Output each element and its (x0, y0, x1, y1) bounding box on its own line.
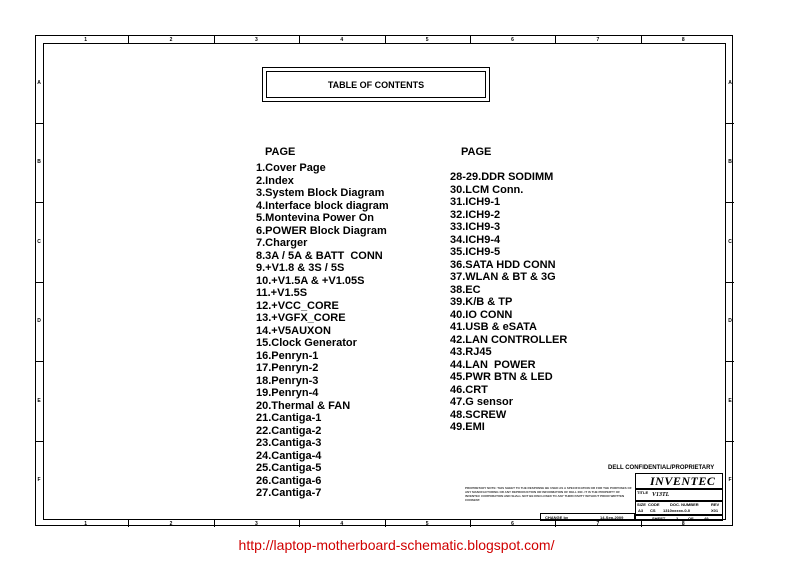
contents-item: 7.Charger (256, 237, 308, 249)
frame-tick (35, 123, 43, 124)
contents-item: 44.LAN POWER (450, 358, 536, 371)
contents-item: 12.+VCC_CORE (256, 299, 339, 312)
row-label: F (37, 477, 41, 484)
contents-item: 36.SATA HDD CONN (450, 258, 556, 271)
column-label: 5 (425, 37, 429, 43)
row-label: E (37, 397, 41, 404)
contents-item: 35.ICH9-5 (450, 246, 501, 258)
frame-tick (35, 441, 43, 442)
rev-value: X01 (711, 508, 719, 513)
contents-item: 46.CRT (450, 383, 488, 396)
contents-item: 45.PWR BTN & LED (450, 371, 553, 383)
frame-tick (214, 519, 215, 527)
frame-tick (214, 35, 215, 43)
contents-item: 34.ICH9-4 (450, 233, 501, 246)
contents-item: 25.Cantiga-5 (256, 462, 322, 474)
code-label: CODE (648, 502, 660, 507)
row-label: F (728, 477, 732, 484)
contents-item: 9.+V1.8 & 3S / 5S (256, 262, 345, 274)
contents-item: 4.Interface block diagram (256, 199, 389, 212)
contents-item: 48.SCREW (450, 408, 507, 421)
contents-item: 49.EMI (450, 421, 485, 433)
sheet-label: SHEET (652, 516, 666, 521)
rev-label: REV (711, 502, 720, 507)
contents-item: 30.LCM Conn. (450, 183, 524, 196)
contents-item: 15.Clock Generator (256, 337, 357, 349)
row-label: A (728, 79, 732, 86)
row-label: B (37, 159, 41, 166)
contents-item: 41.USB & eSATA (450, 321, 538, 333)
frame-tick (35, 202, 43, 203)
contents-item: 2.Index (256, 174, 294, 187)
contents-item: 47.G sensor (450, 396, 513, 408)
column-label: 1 (84, 37, 88, 43)
contents-item: 5.Montevina Power On (256, 212, 374, 224)
contents-item: 37.WLAN & BT & 3G (450, 271, 556, 283)
contents-item: 1.Cover Page (256, 162, 326, 174)
contents-item: 17.Penryn-2 (256, 362, 319, 374)
column-label: 2 (169, 521, 173, 527)
column-label: 8 (681, 37, 685, 43)
row-label: C (728, 238, 732, 245)
frame-tick (470, 519, 471, 527)
contents-item: 19.Penryn-4 (256, 387, 319, 399)
row-label: C (37, 238, 41, 245)
title-label: TITLE (637, 490, 649, 495)
frame-tick (385, 519, 386, 527)
doc-number-label: DOC. NUMBER (670, 502, 699, 507)
contents-item: 38.EC (450, 283, 481, 296)
frame-tick (128, 35, 129, 43)
contents-item: 27.Cantiga-7 (256, 487, 322, 499)
title-value: V13TL (652, 492, 670, 498)
of-label: OF (688, 516, 694, 521)
frame-tick (128, 519, 129, 527)
column-label: 3 (255, 521, 258, 527)
row-label: E (728, 397, 732, 404)
contents-item: 13.+VGFX_CORE (256, 312, 346, 324)
right-page-heading: PAGE (461, 146, 492, 158)
contents-item: 31.ICH9-1 (450, 196, 501, 208)
frame-tick (726, 441, 734, 442)
company-name: INVENTEC (650, 474, 716, 488)
change-label: CHANGE by (545, 515, 569, 520)
contents-item: 21.Cantiga-1 (256, 412, 322, 424)
doc-number-value: 1310xxxxx-0-0 (663, 508, 691, 513)
title-box (635, 489, 723, 501)
contents-item: 33.ICH9-3 (450, 221, 501, 233)
contents-item: 23.Cantiga-3 (256, 437, 322, 449)
column-label: 7 (596, 37, 600, 43)
row-label: D (37, 318, 41, 325)
blog-link[interactable]: http://laptop-motherboard-schematic.blogspot.com/ (238, 537, 555, 553)
contents-item: 26.Cantiga-6 (256, 474, 322, 487)
frame-tick (299, 519, 300, 527)
frame-tick (385, 35, 386, 43)
sheet-value: 2 (676, 516, 679, 521)
contents-item: 3.System Block Diagram (256, 187, 385, 199)
contents-item: 18.Penryn-3 (256, 374, 319, 387)
column-label: 8 (681, 521, 685, 527)
contents-item: 8.3A / 5A & BATT CONN (256, 249, 383, 262)
row-label: D (728, 318, 732, 325)
contents-item: 39.K/B & TP (450, 296, 513, 308)
size-label: SIZE (637, 502, 646, 507)
frame-tick (555, 35, 556, 43)
contents-item: 16.Penryn-1 (256, 349, 319, 362)
sheet-box (635, 515, 723, 521)
column-label: 7 (596, 521, 600, 527)
frame-tick (641, 35, 642, 43)
right-contents-list (450, 171, 567, 434)
proprietary-note: PROPRIETARY NOTE: THIS SHEET TO THE RESPONSE BE USED AS A SPECIFICATION OR FOR THE PURPOSES OF ANY MANUFACTURING OR ANY REPRODUCTION OR INFORMATION OF DELL INC. IT IS THE PROPERTY OF INVENTEC CORPORATION AND SHALL NOT BE DISCLOSED TO ANY THIRD PARTY WITHOUT PRIOR WRITTEN CONSENT. (465, 486, 632, 502)
contents-item: 22.Cantiga-2 (256, 424, 322, 437)
contents-item: 11.+V1.5S (256, 287, 308, 299)
left-page-heading: PAGE (265, 146, 296, 158)
contents-item: 28-29.DDR SODIMM (450, 171, 554, 183)
contents-item: 6.POWER Block Diagram (256, 224, 387, 237)
contents-item: 43.RJ45 (450, 346, 492, 358)
column-label: 1 (84, 521, 88, 527)
confidential-label: DELL CONFIDENTIAL/PROPRIETARY (608, 465, 715, 471)
column-label: 6 (511, 521, 514, 527)
frame-tick (726, 282, 734, 283)
contents-item: 40.IO CONN (450, 308, 513, 321)
frame-tick (35, 282, 43, 283)
frame-tick (299, 35, 300, 43)
column-label: 4 (340, 521, 344, 527)
row-label: A (37, 79, 41, 86)
contents-item: 24.Cantiga-4 (256, 449, 322, 462)
frame-tick (726, 202, 734, 203)
code-value: CS (650, 508, 656, 513)
column-label: 6 (511, 37, 514, 43)
frame-tick (35, 361, 43, 362)
contents-item: 42.LAN CONTROLLER (450, 333, 568, 346)
column-label: 2 (169, 37, 173, 43)
frame-tick (726, 123, 734, 124)
row-label: B (728, 159, 732, 166)
frame-tick (470, 35, 471, 43)
toc-title: TABLE OF CONTENTS (266, 71, 486, 98)
contents-item: 32.ICH9-2 (450, 208, 501, 221)
column-label: 5 (425, 521, 429, 527)
of-value: 49 (704, 516, 709, 521)
contents-item: 20.Thermal & FAN (256, 399, 351, 412)
contents-item: 10.+V1.5A & +V1.05S (256, 274, 365, 287)
column-label: 4 (340, 37, 344, 43)
column-label: 3 (255, 37, 258, 43)
date-value: 14-Sep-2009 (600, 515, 624, 520)
contents-item: 14.+V5AUXON (256, 324, 331, 337)
left-contents-list (256, 162, 389, 500)
frame-tick (726, 361, 734, 362)
size-value: A3 (638, 508, 644, 513)
